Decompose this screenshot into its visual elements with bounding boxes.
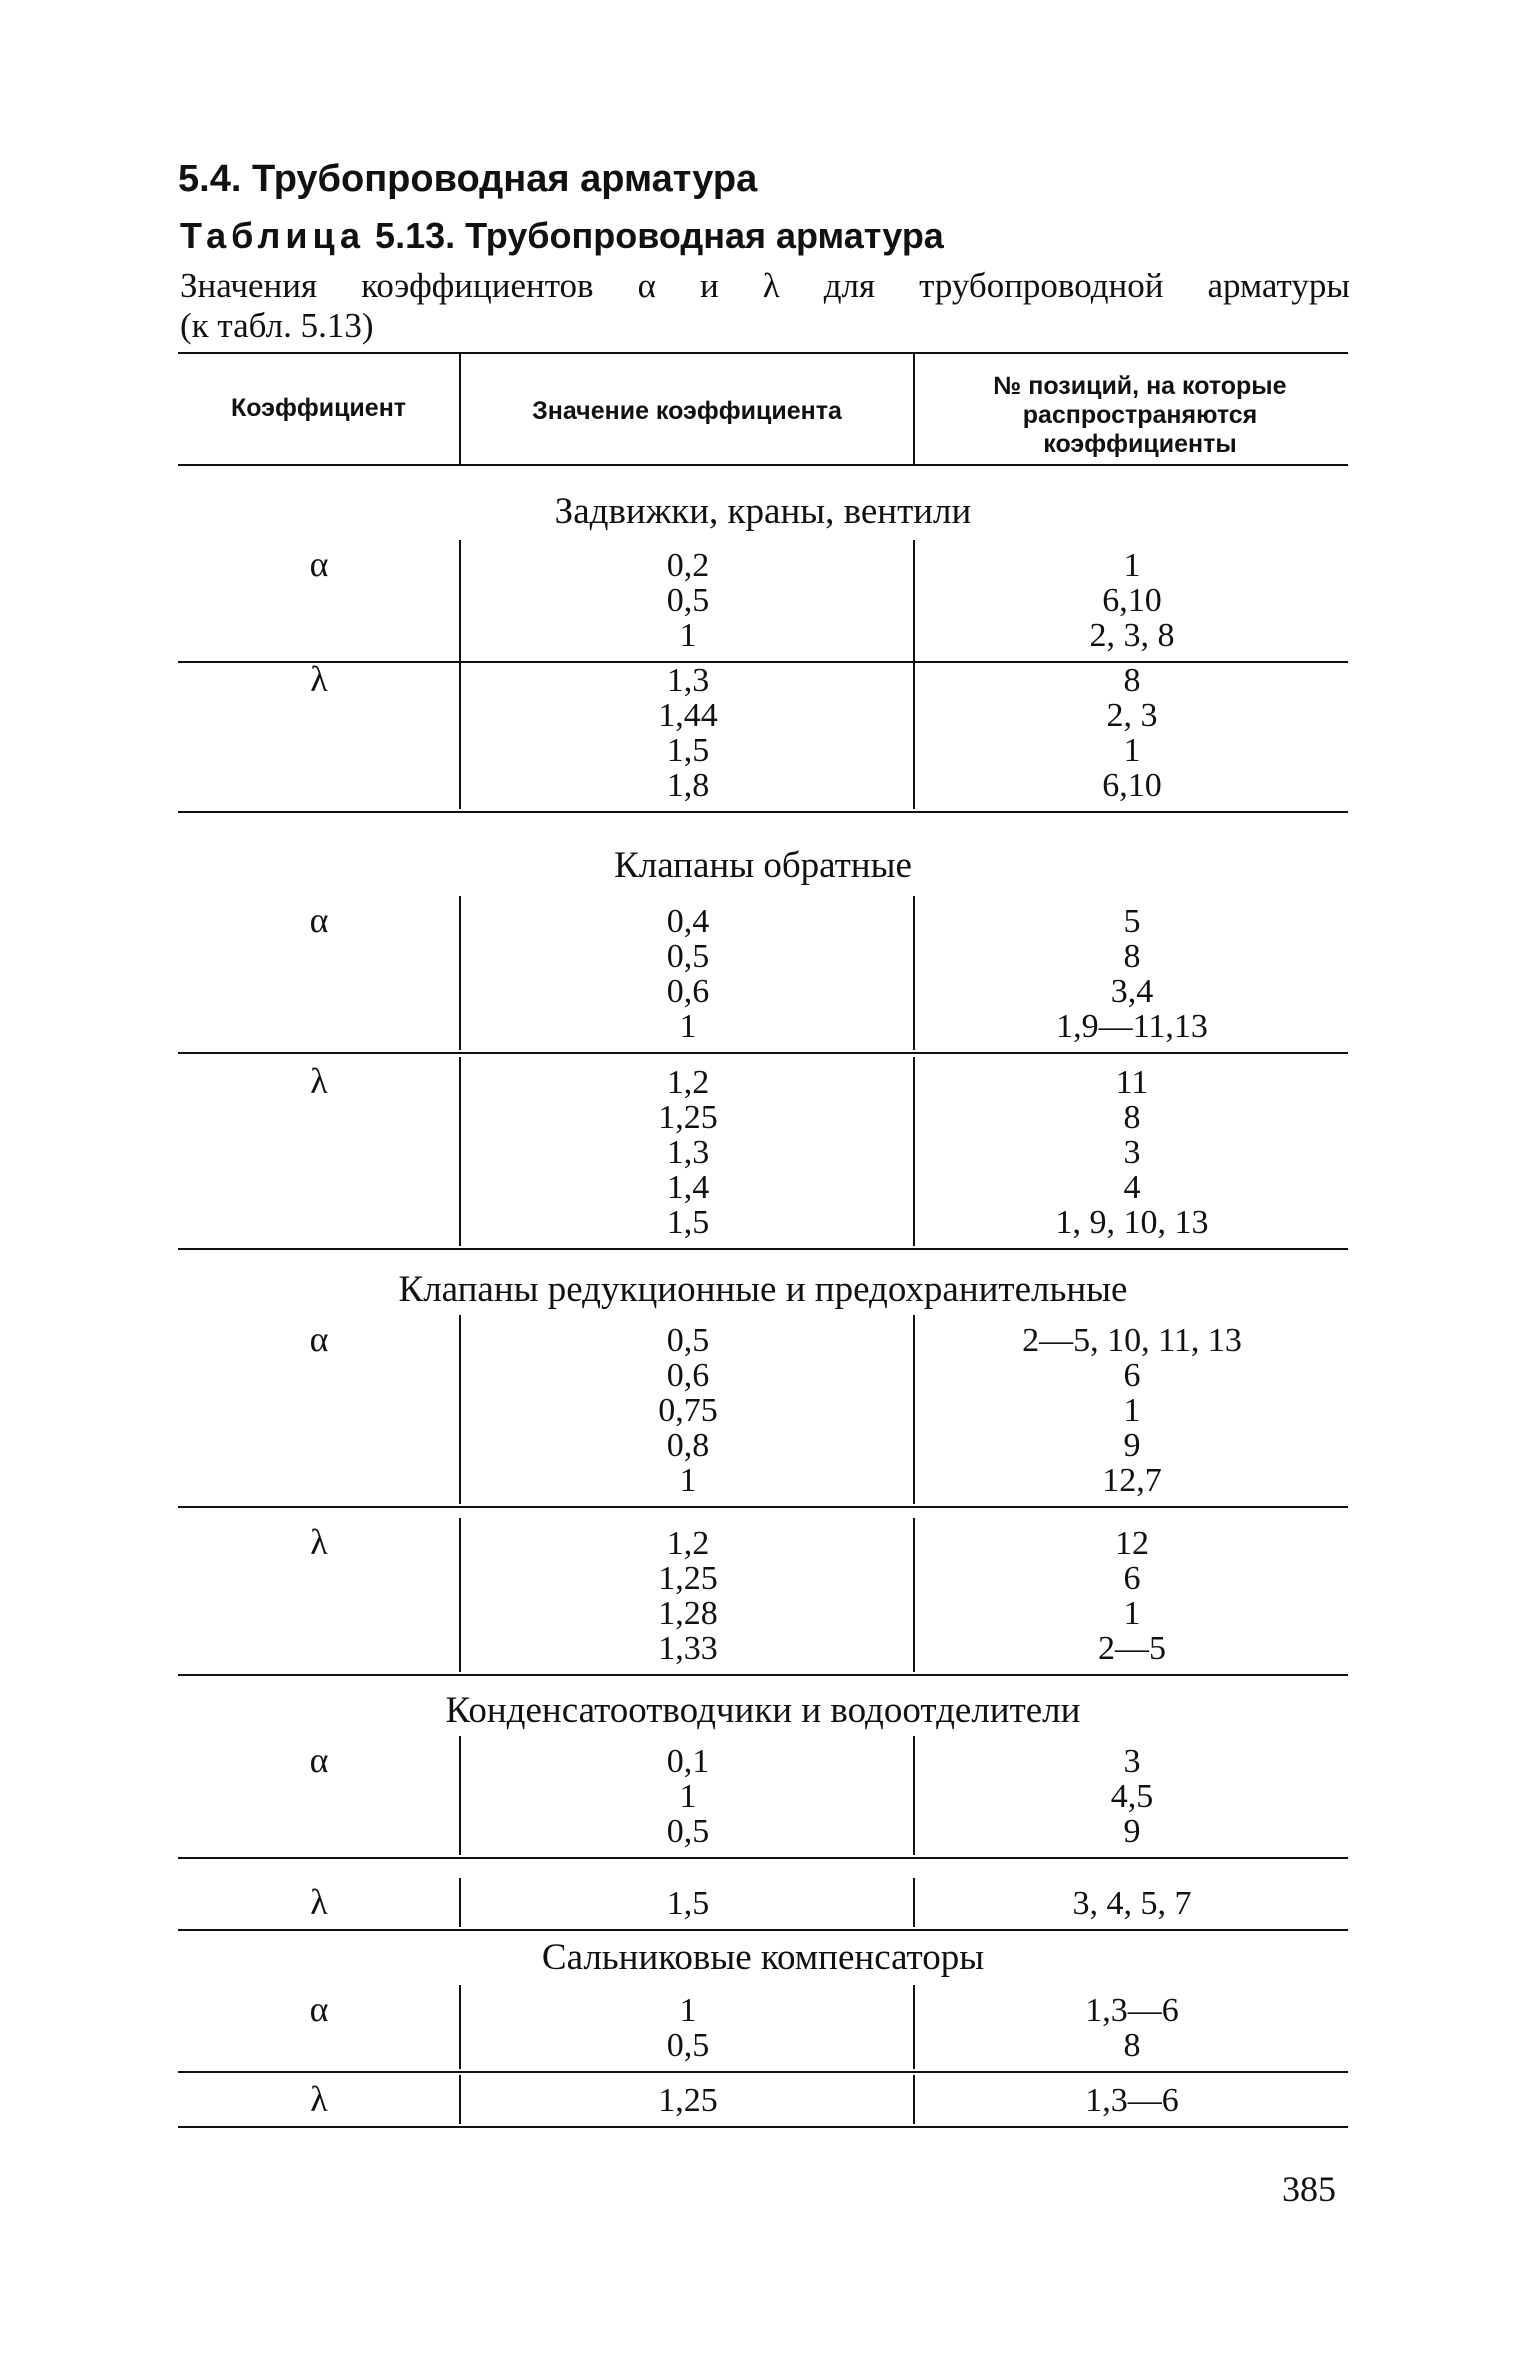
coefficient-symbol: λ [310, 1061, 328, 1101]
coefficient-value: 1,2 [666, 1064, 710, 1101]
coefficient-value: 0,1 [666, 1743, 710, 1780]
coefficient-value: 1,25 [658, 1560, 718, 1597]
subcaption-word: трубопроводной [919, 266, 1164, 305]
column-divider [459, 1985, 461, 2069]
value-cell [462, 1065, 914, 1240]
group-title: Клапаны обратные [614, 845, 912, 886]
subcaption-word: коэффициентов [361, 266, 594, 305]
position-entry: 2—5, 10, 11, 13 [1022, 1322, 1242, 1359]
row-separator [178, 2071, 1348, 2073]
position-entry: 8 [1123, 2027, 1141, 2064]
coefficient-symbol: α [309, 1740, 329, 1780]
position-entry: 1, 9, 10, 13 [1055, 1204, 1209, 1241]
position-entry: 8 [1123, 662, 1141, 699]
coefficient-value: 1 [679, 1992, 697, 2029]
position-entry: 2, 3, 8 [1089, 617, 1175, 654]
positions-cell [916, 548, 1348, 653]
coefficient-value: 0,2 [666, 547, 710, 584]
coefficient-value: 0,75 [658, 1392, 718, 1429]
value-cell [462, 1886, 914, 1921]
value-cell [462, 1526, 914, 1666]
position-entry: 8 [1123, 1099, 1141, 1136]
position-entry: 9 [1123, 1813, 1141, 1850]
column-divider [459, 1878, 461, 1927]
value-cell [462, 904, 914, 1044]
coefficient-value: 1,4 [666, 1169, 710, 1206]
coefficient-value: 1,5 [666, 1204, 710, 1241]
position-entry: 6 [1123, 1560, 1141, 1597]
position-entry: 1,9—11,13 [1056, 1008, 1208, 1045]
positions-cell [916, 2083, 1348, 2118]
row-separator [178, 1857, 1348, 1859]
row-separator [178, 1674, 1348, 1676]
coefficient-symbol: λ [310, 659, 328, 699]
position-entry: 9 [1123, 1427, 1141, 1464]
coefficient-value: 0,6 [666, 1357, 710, 1394]
coefficient-value: 0,5 [666, 938, 710, 975]
column-divider [459, 1736, 461, 1855]
position-entry: 6 [1123, 1357, 1141, 1394]
coefficient-value: 1 [679, 1462, 697, 1499]
column-divider [459, 540, 461, 659]
coefficient-value: 1,2 [666, 1525, 710, 1562]
coefficient-symbol: λ [310, 2079, 328, 2119]
position-entry: 1 [1123, 1392, 1141, 1429]
row-separator [178, 2126, 1348, 2128]
column-divider [913, 1518, 915, 1672]
value-cell [462, 1993, 914, 2063]
column-divider [913, 1878, 915, 1927]
table-caption-title: 5.13. Трубопроводная арматура [365, 215, 944, 256]
header-bottom-rule [178, 464, 1348, 466]
row-separator [178, 1506, 1348, 1508]
coefficient-value: 1,5 [666, 732, 710, 769]
group-title: Конденсатоотводчики и водоотделители [445, 1690, 1081, 1731]
value-cell [462, 1323, 914, 1498]
column-divider [459, 1315, 461, 1504]
column-divider [459, 2075, 461, 2124]
position-entry: 5 [1123, 903, 1141, 940]
positions-cell [916, 1065, 1348, 1240]
subcaption-word: λ [762, 266, 780, 305]
column-divider [913, 540, 915, 659]
row-separator [178, 811, 1348, 813]
coefficient-value: 1 [679, 1008, 697, 1045]
coefficient-value: 1,25 [658, 2082, 718, 2119]
positions-cell [916, 1526, 1348, 1666]
coefficient-value: 0,5 [666, 582, 710, 619]
row-separator [178, 1929, 1348, 1931]
column-divider [913, 1057, 915, 1246]
coefficient-value: 1,44 [658, 697, 718, 734]
row-separator [178, 1248, 1348, 1250]
position-entry: 4,5 [1110, 1778, 1154, 1815]
value-cell [462, 2083, 914, 2118]
position-entry: 6,10 [1102, 767, 1162, 804]
coefficient-value: 1 [679, 1778, 697, 1815]
header-value: Значение коэффициента [532, 397, 842, 425]
positions-cell [916, 1886, 1348, 1921]
coefficient-value: 1,8 [666, 767, 710, 804]
position-entry: 12,7 [1102, 1462, 1162, 1499]
column-divider [913, 1736, 915, 1855]
group-title: Клапаны редукционные и предохранительные [398, 1269, 1128, 1310]
column-divider [913, 1985, 915, 2069]
coefficient-symbol: α [309, 1319, 329, 1359]
coefficient-value: 1,25 [658, 1099, 718, 1136]
coefficient-symbol: α [309, 900, 329, 940]
position-entry: 1 [1123, 1595, 1141, 1632]
group-title: Сальниковые компенсаторы [541, 1937, 985, 1978]
column-divider [459, 896, 461, 1050]
position-entry: 3 [1123, 1743, 1141, 1780]
positions-cell [916, 904, 1348, 1044]
value-cell [462, 663, 914, 803]
coefficient-value: 0,8 [666, 1427, 710, 1464]
position-entry: 11 [1115, 1064, 1149, 1101]
coefficient-value: 0,4 [666, 903, 710, 940]
page-number: 385 [1282, 2169, 1336, 2209]
coefficient-value: 1,28 [658, 1595, 718, 1632]
column-divider [913, 896, 915, 1050]
positions-cell [916, 1744, 1348, 1849]
position-entry: 12 [1115, 1525, 1149, 1562]
header-coefficient: Коэффициент [230, 394, 407, 422]
subcaption-word: арматуры [1207, 266, 1350, 305]
position-entry: 1,3—6 [1085, 2082, 1179, 2119]
positions-cell [916, 1993, 1348, 2063]
subcaption-word: для [823, 266, 876, 305]
subcaption-word: α [637, 266, 656, 305]
coefficient-value: 1,5 [666, 1885, 710, 1922]
position-entry: 3 [1123, 1134, 1141, 1171]
column-divider [459, 1518, 461, 1672]
coefficient-symbol: α [309, 1989, 329, 2029]
column-divider [459, 655, 461, 809]
coefficient-value: 1,3 [666, 1134, 710, 1171]
column-divider [913, 1315, 915, 1504]
column-divider [459, 1057, 461, 1246]
value-cell [462, 1744, 914, 1849]
subcaption-word: и [699, 266, 719, 305]
table-caption-label: Таблица [180, 215, 366, 256]
coefficient-symbol: λ [310, 1882, 328, 1922]
table-subcaption [180, 266, 1350, 346]
positions-cell [916, 1323, 1348, 1498]
position-entry: 3,4 [1110, 973, 1154, 1010]
header-positions: № позиций, на которые распространяются коэффициенты [993, 372, 1287, 458]
position-entry: 1 [1123, 547, 1141, 584]
table-caption [180, 215, 944, 257]
section-heading: 5.4. Трубопроводная арматура [178, 158, 758, 200]
table-top-rule [178, 352, 1348, 354]
row-separator [178, 1052, 1348, 1054]
header-column-divider [913, 354, 915, 464]
coefficient-value: 1 [679, 617, 697, 654]
coefficient-symbol: α [309, 544, 329, 584]
column-divider [913, 655, 915, 809]
column-divider [913, 2075, 915, 2124]
position-entry: 1,3—6 [1085, 1992, 1179, 2029]
coefficient-value: 0,5 [666, 1813, 710, 1850]
subcaption-word: Значения [180, 266, 318, 305]
subcaption-line-2: (к табл. 5.13) [180, 306, 374, 345]
coefficient-symbol: λ [310, 1522, 328, 1562]
position-entry: 6,10 [1102, 582, 1162, 619]
positions-cell [916, 663, 1348, 803]
coefficient-value: 0,5 [666, 2027, 710, 2064]
position-entry: 8 [1123, 938, 1141, 975]
position-entry: 4 [1123, 1169, 1141, 1206]
position-entry: 2—5 [1098, 1630, 1166, 1667]
subcaption-line-1 [180, 266, 1350, 306]
coefficient-value: 0,6 [666, 973, 710, 1010]
coefficient-value: 0,5 [666, 1322, 710, 1359]
position-entry: 3, 4, 5, 7 [1072, 1885, 1192, 1922]
coefficient-value: 1,3 [666, 662, 710, 699]
position-entry: 2, 3 [1106, 697, 1158, 734]
position-entry: 1 [1123, 732, 1141, 769]
group-title: Задвижки, краны, вентили [554, 491, 972, 532]
coefficient-value: 1,33 [658, 1630, 718, 1667]
value-cell [462, 548, 914, 653]
